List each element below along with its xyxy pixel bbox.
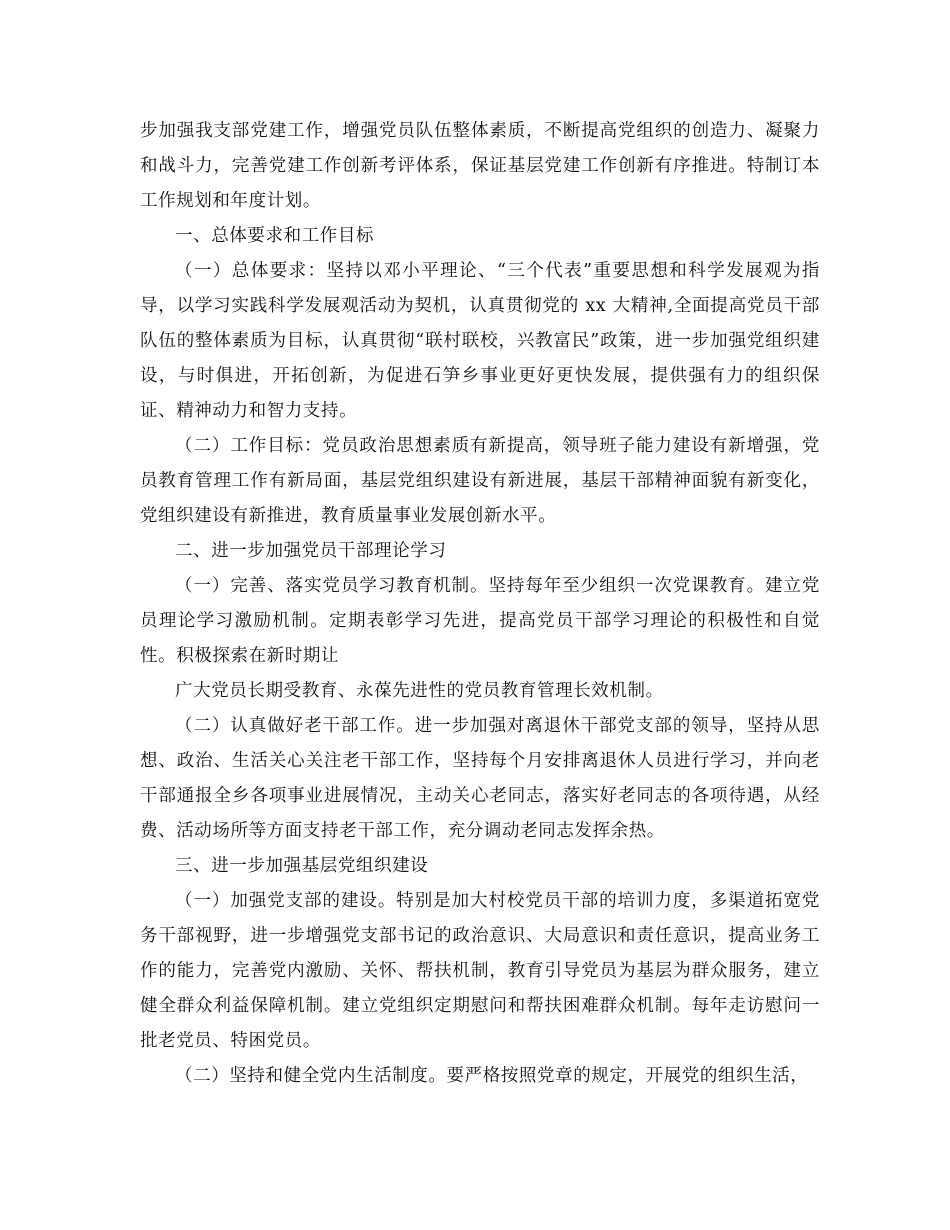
paragraph-learning-mechanism-cont: 广大党员长期受教育、永葆先进性的党员教育管理长效机制。 xyxy=(175,681,664,701)
section-heading-2: 二、进一步加强党员干部理论学习 xyxy=(175,541,447,561)
document-body xyxy=(140,114,820,1094)
paragraph-branch-building: （一）加强党支部的建设。特别是加大村校党员干部的培训力度，多渠道拓宽党务干部视野，进一步增强党支部书记的政治意识、大局意识和责任意识，提高业务工作的能力，完善党内激励、关怀、帮扶机制，教育引导党员为基层为群众服务，建立健全群众利益保障机制。建立党组织定期慰问和帮扶困难群众机制。每年走访慰问一批老党员、特困党员。 xyxy=(140,891,820,1051)
section-heading-3: 三、进一步加强基层党组织建设 xyxy=(175,856,429,876)
paragraph-party-life: （二）坚持和健全党内生活制度。要严格按照党章的规定，开展党的组织生活， xyxy=(175,1066,809,1086)
paragraph-general-requirements: （一）总体要求：坚持以邓小平理论、“三个代表”重要思想和科学发展观为指导，以学习实践科学发展观活动为契机，认真贯彻党的 xx 大精神,全面提高党员干部队伍的整体素质为目标，认真贯彻“联村联校，兴教富民”政策，进一步加强党组织建设，与时俱进，开拓创新，为促进石笋乡事业更好更快发展，提供强有力的组织保证、精神动力和智力支持。 xyxy=(140,261,820,421)
paragraph-veteran-cadres: （二）认真做好老干部工作。进一步加强对离退休干部党支部的领导，坚持从思想、政治、生活关心关注老干部工作，坚持每个月安排离退休人员进行学习，并向老干部通报全乡各项事业进展情况，主动关心老同志，落实好老同志的各项待遇，从经费、活动场所等方面支持老干部工作，充分调动老同志发挥余热。 xyxy=(140,716,820,841)
section-heading-1: 一、总体要求和工作目标 xyxy=(175,226,375,246)
paragraph-intro-continuation: 步加强我支部党建工作，增强党员队伍整体素质，不断提高党组织的创造力、凝聚力和战斗力，完善党建工作创新考评体系，保证基层党建工作创新有序推进。特制订本工作规划和年度计划。 xyxy=(140,121,820,211)
paragraph-learning-mechanism: （一）完善、落实党员学习教育机制。坚持每年至少组织一次党课教育。建立党员理论学习激励机制。定期表彰学习先进，提高党员干部学习理论的积极性和自觉性。积极探索在新时期让 xyxy=(140,576,820,666)
paragraph-work-goals: （二）工作目标：党员政治思想素质有新提高，领导班子能力建设有新增强，党员教育管理工作有新局面，基层党组织建设有新进展，基层干部精神面貌有新变化，党组织建设有新推进，教育质量事业发展创新水平。 xyxy=(140,436,820,526)
